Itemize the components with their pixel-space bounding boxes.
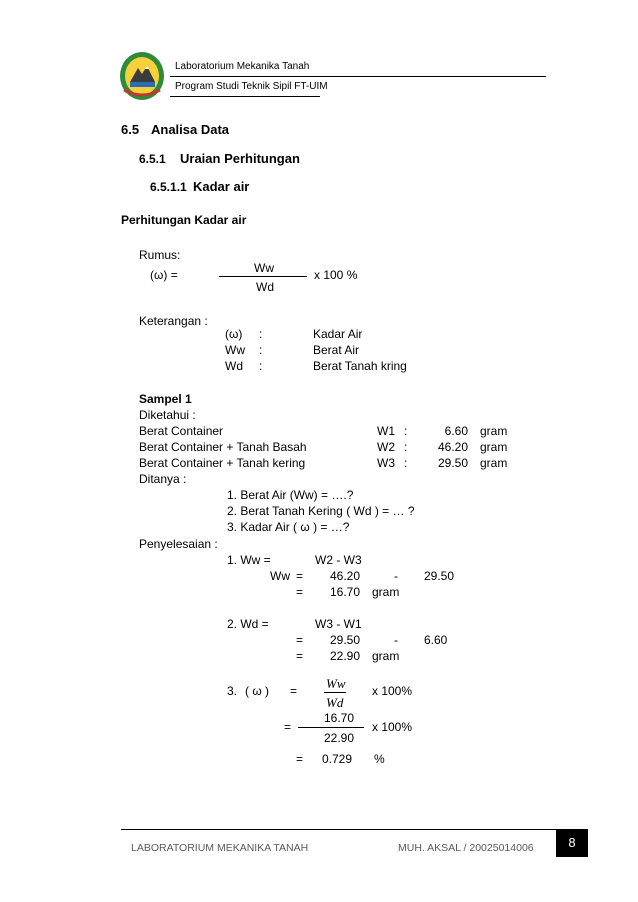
calc-heading: Perhitungan Kadar air	[121, 213, 247, 227]
step-fraction-bar	[324, 692, 346, 693]
step-fraction-bar	[298, 727, 364, 728]
step-lhs: 2. Wd =	[227, 617, 269, 631]
formula-numerator: Ww	[254, 261, 274, 275]
university-logo	[118, 50, 166, 102]
subsection-number: 6.5.1	[139, 152, 166, 166]
program-name: Program Studi Teknik Sipil FT-UIM	[175, 81, 328, 92]
step-expression: W3 - W1	[315, 617, 362, 631]
keterangan-desc: Berat Tanah kring	[313, 359, 407, 373]
known-code: W3	[377, 456, 395, 470]
known-unit: gram	[480, 424, 508, 438]
keterangan-symbol: Wd	[225, 359, 243, 373]
step-lhs: 1. Ww =	[227, 553, 271, 567]
lab-name: Laboratorium Mekanika Tanah	[175, 61, 310, 72]
known-unit: gram	[480, 440, 508, 454]
step-result: 16.70	[329, 585, 360, 599]
footer-author: MUH. AKSAL / 20025014006	[398, 842, 534, 854]
sample-title: Sampel 1	[139, 392, 192, 406]
formula-denominator: Wd	[256, 280, 274, 294]
step-lhs-repeat: Ww	[270, 569, 290, 583]
known-colon: :	[404, 424, 408, 438]
keterangan-symbol: Ww	[225, 343, 245, 357]
step-operand-b: 29.50	[424, 569, 455, 583]
solution-label: Penyelesaian :	[139, 537, 218, 551]
known-colon: :	[404, 456, 408, 470]
formula-factor: x 100 %	[314, 268, 358, 282]
asked-item: 2. Berat Tanah Kering ( Wd ) = … ?	[227, 504, 415, 518]
step-unit: gram	[372, 585, 400, 599]
step-fraction-denominator: Wd	[326, 695, 344, 710]
keterangan-symbol: (ω)	[225, 327, 243, 341]
header-rule-short	[170, 96, 320, 97]
known-name: Berat Container	[139, 424, 224, 438]
known-value: 29.50	[437, 456, 468, 470]
asked-item: 3. Kadar Air ( ω ) = …?	[227, 520, 350, 534]
page-number: 8	[568, 835, 576, 850]
keterangan-label: Keterangan :	[139, 314, 208, 328]
keterangan-colon: :	[259, 343, 263, 357]
step-fraction-denominator: 22.90	[324, 731, 355, 745]
step-symbol: ( ω )	[245, 684, 270, 698]
step-expression: W2 - W3	[315, 553, 362, 567]
step-result: 22.90	[329, 649, 360, 663]
formula-lhs: (ω) =	[150, 268, 178, 282]
keterangan-colon: :	[259, 359, 263, 373]
step-fraction-numerator: Ww	[326, 676, 346, 691]
step-equals: =	[296, 633, 304, 647]
known-label: Diketahui :	[139, 408, 196, 422]
known-value: 46.20	[437, 440, 468, 454]
step-lhs: 3.	[227, 684, 238, 698]
step-operand-a: 46.20	[329, 569, 360, 583]
keterangan-colon: :	[259, 327, 263, 341]
step-fraction-numerator: 16.70	[324, 711, 355, 725]
page-number-box	[556, 829, 588, 857]
known-name: Berat Container + Tanah kering	[139, 456, 306, 470]
known-name: Berat Container + Tanah Basah	[139, 440, 307, 454]
known-value: 6.60	[444, 424, 468, 438]
known-code: W2	[377, 440, 395, 454]
step-equals: =	[296, 569, 304, 583]
formula-label: Rumus:	[139, 248, 181, 262]
step-factor: x 100%	[372, 720, 413, 734]
footer-lab-name: LABORATORIUM MEKANIKA TANAH	[131, 842, 309, 854]
step-equals: =	[296, 752, 304, 766]
subsection-title: Uraian Perhitungan	[180, 151, 300, 166]
asked-item: 1. Berat Air (Ww) = ….?	[227, 488, 354, 502]
step-operator: -	[394, 569, 398, 583]
subsubsection-number: 6.5.1.1	[150, 180, 187, 194]
known-unit: gram	[480, 456, 508, 470]
step-equals: =	[296, 585, 304, 599]
asked-label: Ditanya :	[139, 472, 187, 486]
step-equals: =	[284, 720, 292, 734]
step-unit: %	[374, 752, 385, 766]
step-result: 0.729	[322, 752, 353, 766]
section-number: 6.5	[121, 122, 140, 137]
known-colon: :	[404, 440, 408, 454]
section-title: Analisa Data	[151, 122, 230, 137]
keterangan-desc: Berat Air	[313, 343, 360, 357]
step-equals: =	[290, 684, 298, 698]
keterangan-desc: Kadar Air	[313, 327, 363, 341]
step-operand-b: 6.60	[424, 633, 448, 647]
step-operand-a: 29.50	[329, 633, 360, 647]
step-equals: =	[296, 649, 304, 663]
step-operator: -	[394, 633, 398, 647]
subsubsection-title: Kadar air	[193, 179, 250, 194]
step-factor: x 100%	[372, 684, 413, 698]
known-code: W1	[377, 424, 395, 438]
footer-rule	[121, 829, 556, 830]
step-unit: gram	[372, 649, 400, 663]
formula-fraction-bar	[219, 276, 307, 277]
header-rule	[170, 76, 546, 77]
